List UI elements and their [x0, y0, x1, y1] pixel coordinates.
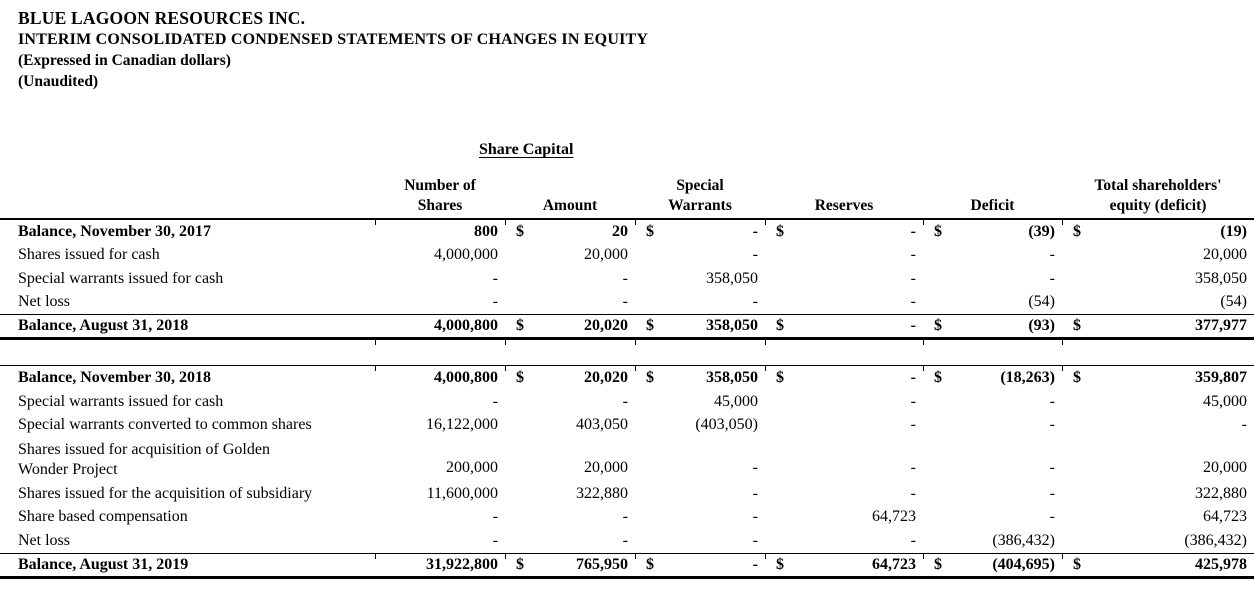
currency-symbol: $	[1073, 369, 1081, 386]
cell-special-warrants	[635, 529, 765, 553]
unaudited-note: (Unaudited)	[18, 73, 99, 90]
cell-value: 358,050	[706, 369, 758, 386]
cell-amount	[505, 482, 635, 506]
cell-deficit	[923, 482, 1062, 506]
cell-value: 4,000,000	[434, 246, 498, 264]
table-row	[0, 365, 1254, 390]
cell-total-equity	[1062, 340, 1254, 365]
cell-reserves	[765, 529, 923, 553]
cell-value: -	[622, 269, 628, 287]
cell-value: 200,000	[446, 459, 498, 476]
table-row	[0, 529, 1254, 553]
row-label: Share based compensation	[18, 508, 188, 526]
table-row	[0, 314, 1254, 340]
column-header-total-equity: Total shareholders' equity (deficit)	[1094, 177, 1222, 214]
cell-special-warrants	[635, 437, 765, 482]
company-name: BLUE LAGOON RESOURCES INC.	[18, 8, 306, 28]
cell-value: 64,723	[1203, 508, 1247, 526]
cell-value: 4,000,800	[434, 369, 498, 386]
table-row	[0, 506, 1254, 530]
column-header-amount: Amount	[542, 197, 598, 214]
cell-special-warrants	[635, 390, 765, 414]
cell-value: 800	[474, 222, 498, 240]
cell-value: 64,723	[872, 508, 916, 526]
currency-symbol: $	[516, 317, 524, 334]
cell-value: -	[752, 531, 758, 549]
cell-value: -	[492, 531, 498, 549]
cell-number-of-shares	[375, 340, 505, 365]
row-label: Net loss	[18, 531, 70, 549]
cell-special-warrants	[635, 340, 765, 365]
cell-value: (403,050)	[695, 416, 758, 434]
cell-value: -	[1049, 459, 1055, 476]
cell-value: (18,263)	[1000, 369, 1055, 386]
cell-deficit	[923, 506, 1062, 530]
equity-table	[0, 172, 1254, 579]
cell-value: -	[1049, 269, 1055, 287]
cell-value: -	[910, 246, 916, 264]
column-header-reserves: Reserves	[814, 197, 874, 214]
document-header	[18, 8, 648, 92]
table-row	[0, 244, 1254, 268]
currency-symbol: $	[1073, 317, 1081, 334]
cell-value: -	[910, 369, 916, 386]
cell-amount	[505, 244, 635, 268]
cell-number-of-shares	[375, 366, 505, 390]
cell-deficit	[923, 315, 1062, 337]
cell-value: (39)	[1028, 222, 1055, 240]
cell-value: (404,695)	[992, 555, 1055, 573]
cell-number-of-shares	[375, 554, 505, 576]
cell-value: 11,600,000	[426, 484, 498, 502]
cell-reserves	[765, 291, 923, 315]
cell-number-of-shares	[375, 244, 505, 268]
row-label	[0, 340, 375, 365]
cell-special-warrants	[635, 482, 765, 506]
cell-value: -	[752, 459, 758, 476]
table-row	[0, 291, 1254, 315]
cell-amount	[505, 220, 635, 244]
cell-amount	[505, 529, 635, 553]
cell-special-warrants	[635, 244, 765, 268]
currency-symbol: $	[516, 369, 524, 386]
cell-value: -	[752, 508, 758, 526]
cell-value: (93)	[1028, 317, 1055, 334]
row-label: Balance, November 30, 2017	[18, 222, 212, 240]
cell-deficit	[923, 554, 1062, 576]
cell-value: 403,050	[576, 416, 628, 434]
cell-value: -	[910, 416, 916, 434]
currency-symbol: $	[776, 222, 784, 240]
cell-value: -	[910, 269, 916, 287]
cell-reserves	[765, 267, 923, 291]
cell-value: (386,432)	[992, 531, 1055, 549]
cell-value: (54)	[1220, 293, 1247, 311]
cell-number-of-shares	[375, 390, 505, 414]
cell-special-warrants	[635, 220, 765, 244]
column-header-deficit: Deficit	[970, 197, 1015, 214]
currency-symbol: $	[516, 555, 524, 573]
cell-value: -	[492, 392, 498, 410]
cell-amount	[505, 366, 635, 390]
cell-value: 64,723	[872, 555, 916, 573]
cell-value: -	[622, 293, 628, 311]
currency-symbol: $	[1073, 222, 1081, 240]
cell-value: -	[752, 555, 758, 573]
currency-symbol: $	[776, 317, 784, 334]
row-label: Net loss	[18, 293, 70, 311]
cell-deficit	[923, 220, 1062, 244]
table-row	[0, 414, 1254, 438]
cell-value: 20	[612, 222, 628, 240]
currency-symbol: $	[934, 222, 942, 240]
cell-value: -	[910, 317, 916, 334]
currency-symbol: $	[646, 555, 654, 573]
cell-value: -	[752, 293, 758, 311]
cell-value: 20,000	[1203, 246, 1247, 264]
cell-special-warrants	[635, 315, 765, 337]
cell-number-of-shares	[375, 482, 505, 506]
cell-number-of-shares	[375, 220, 505, 244]
table-row	[0, 553, 1254, 579]
cell-value: (54)	[1028, 293, 1055, 311]
cell-value: 425,978	[1195, 555, 1247, 573]
currency-symbol: $	[646, 222, 654, 240]
cell-value: 31,922,800	[426, 555, 498, 573]
row-label: Shares issued for the acquisition of subsidiary	[18, 484, 313, 502]
currency-symbol: $	[934, 555, 942, 573]
cell-special-warrants	[635, 366, 765, 390]
cell-number-of-shares	[375, 437, 505, 482]
row-label: Special warrants issued for cash	[18, 392, 224, 410]
cell-amount	[505, 554, 635, 576]
cell-reserves	[765, 244, 923, 268]
currency-symbol: $	[776, 555, 784, 573]
cell-total-equity	[1062, 482, 1254, 506]
cell-number-of-shares	[375, 315, 505, 337]
cell-special-warrants	[635, 554, 765, 576]
cell-total-equity	[1062, 554, 1254, 576]
cell-reserves	[765, 366, 923, 390]
cell-value: 45,000	[714, 392, 758, 410]
cell-value: 322,880	[1195, 484, 1247, 502]
cell-value: -	[1241, 416, 1247, 434]
cell-value: 45,000	[1203, 392, 1247, 410]
row-label: Shares issued for cash	[18, 246, 160, 264]
cell-value: -	[492, 293, 498, 311]
cell-value: -	[910, 293, 916, 311]
cell-value: -	[752, 484, 758, 502]
cell-value: 358,050	[706, 317, 758, 334]
cell-amount	[505, 437, 635, 482]
table-row	[0, 437, 1254, 482]
cell-value: -	[622, 392, 628, 410]
currency-symbol: $	[646, 369, 654, 386]
cell-deficit	[923, 340, 1062, 365]
cell-reserves	[765, 340, 923, 365]
currency-symbol: $	[776, 369, 784, 386]
cell-value: 4,000,800	[434, 317, 498, 334]
cell-number-of-shares	[375, 267, 505, 291]
currency-symbol: $	[1073, 555, 1081, 573]
cell-value: -	[622, 531, 628, 549]
cell-value: -	[910, 459, 916, 476]
cell-value: -	[910, 392, 916, 410]
cell-value: -	[910, 531, 916, 549]
cell-deficit	[923, 437, 1062, 482]
row-label: Special warrants converted to common shares	[18, 416, 312, 434]
cell-value: -	[1049, 392, 1055, 410]
cell-amount	[505, 315, 635, 337]
cell-value: (19)	[1220, 222, 1247, 240]
currency-symbol: $	[516, 222, 524, 240]
cell-reserves	[765, 506, 923, 530]
currency-symbol: $	[934, 369, 942, 386]
row-label: Balance, November 30, 2018	[18, 369, 212, 386]
cell-deficit	[923, 529, 1062, 553]
cell-value: 359,807	[1195, 369, 1247, 386]
cell-value: 20,020	[584, 369, 628, 386]
table-body	[0, 220, 1254, 579]
cell-deficit	[923, 291, 1062, 315]
statement-title: INTERIM CONSOLIDATED CONDENSED STATEMENTS OF CHANGES IN EQUITY	[18, 31, 649, 48]
cell-value: -	[752, 222, 758, 240]
cell-amount	[505, 267, 635, 291]
cell-reserves	[765, 437, 923, 482]
cell-amount	[505, 414, 635, 438]
cell-reserves	[765, 414, 923, 438]
currency-symbol: $	[934, 317, 942, 334]
cell-value: -	[1049, 484, 1055, 502]
table-header-row	[0, 172, 1254, 220]
currency-symbol: $	[646, 317, 654, 334]
cell-value: 765,950	[576, 555, 628, 573]
cell-total-equity	[1062, 244, 1254, 268]
cell-amount	[505, 291, 635, 315]
cell-special-warrants	[635, 267, 765, 291]
table-row	[0, 220, 1254, 244]
cell-total-equity	[1062, 437, 1254, 482]
cell-value: -	[1049, 508, 1055, 526]
cell-special-warrants	[635, 506, 765, 530]
cell-value: 20,000	[1203, 459, 1247, 476]
cell-total-equity	[1062, 267, 1254, 291]
cell-total-equity	[1062, 390, 1254, 414]
cell-value: 377,977	[1195, 317, 1247, 334]
cell-value: 20,020	[584, 317, 628, 334]
cell-special-warrants	[635, 414, 765, 438]
cell-total-equity	[1062, 414, 1254, 438]
table-row	[0, 482, 1254, 506]
cell-reserves	[765, 315, 923, 337]
cell-deficit	[923, 414, 1062, 438]
cell-reserves	[765, 390, 923, 414]
cell-deficit	[923, 244, 1062, 268]
row-label: Special warrants issued for cash	[18, 269, 224, 287]
cell-total-equity	[1062, 315, 1254, 337]
cell-number-of-shares	[375, 414, 505, 438]
table-row	[0, 390, 1254, 414]
column-header-special-warrants: Special Warrants	[668, 177, 732, 214]
cell-deficit	[923, 366, 1062, 390]
column-header-number-of-shares: Number of Shares	[404, 177, 476, 214]
cell-value: -	[1049, 416, 1055, 434]
cell-value: 20,000	[584, 246, 628, 264]
cell-value: -	[492, 269, 498, 287]
cell-total-equity	[1062, 366, 1254, 390]
cell-value: (386,432)	[1184, 531, 1247, 549]
cell-value: -	[752, 246, 758, 264]
cell-value: -	[492, 508, 498, 526]
table-gap-row	[0, 340, 1254, 365]
cell-number-of-shares	[375, 291, 505, 315]
cell-value: -	[910, 222, 916, 240]
cell-reserves	[765, 554, 923, 576]
cell-value: -	[910, 484, 916, 502]
cell-deficit	[923, 267, 1062, 291]
currency-note: (Expressed in Canadian dollars)	[18, 52, 231, 69]
cell-total-equity	[1062, 506, 1254, 530]
share-capital-group-header: Share Capital	[479, 141, 574, 158]
cell-deficit	[923, 390, 1062, 414]
cell-amount	[505, 340, 635, 365]
cell-value: 322,880	[576, 484, 628, 502]
cell-value: 358,050	[1195, 269, 1247, 287]
cell-value: 16,122,000	[426, 416, 498, 434]
row-label: Balance, August 31, 2018	[18, 317, 189, 334]
cell-total-equity	[1062, 291, 1254, 315]
table-row	[0, 267, 1254, 291]
cell-number-of-shares	[375, 529, 505, 553]
cell-reserves	[765, 220, 923, 244]
cell-value: -	[1049, 246, 1055, 264]
cell-reserves	[765, 482, 923, 506]
cell-total-equity	[1062, 529, 1254, 553]
cell-value: 20,000	[584, 459, 628, 476]
cell-value: -	[622, 508, 628, 526]
cell-amount	[505, 390, 635, 414]
cell-number-of-shares	[375, 506, 505, 530]
row-label: Balance, August 31, 2019	[18, 555, 189, 573]
cell-special-warrants	[635, 291, 765, 315]
cell-amount	[505, 506, 635, 530]
cell-value: 358,050	[706, 269, 758, 287]
row-label: Shares issued for acquisition of Golden Wonder Project	[18, 441, 270, 478]
cell-total-equity	[1062, 220, 1254, 244]
